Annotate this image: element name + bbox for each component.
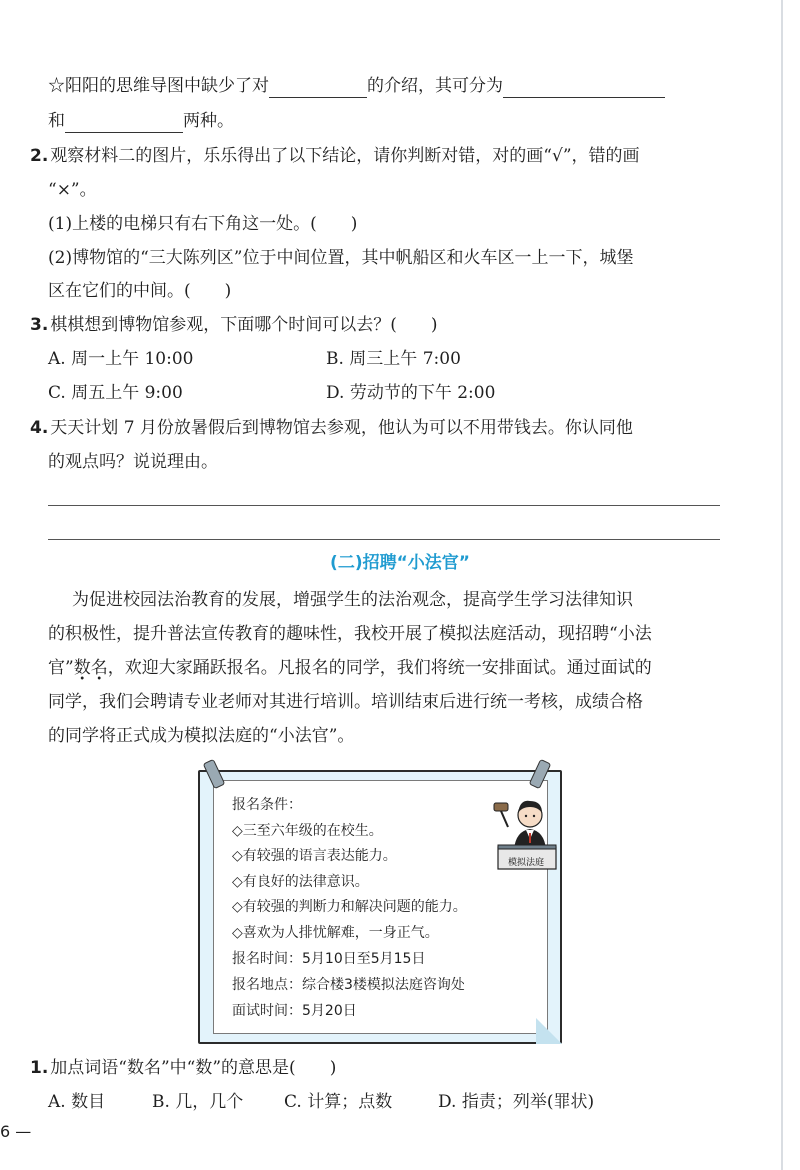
- notice-item: ◇有良好的法律意识。: [232, 874, 369, 890]
- judge-illustration: [492, 793, 560, 873]
- passage-text: 官”: [48, 658, 74, 678]
- q5-line: [30, 1056, 336, 1080]
- q1-blank-1[interactable]: [269, 79, 367, 98]
- passage-line-3: [48, 656, 720, 680]
- page-number: 6 —: [0, 1122, 32, 1141]
- registration-time: 报名时间：5月10日至5月15日: [232, 951, 426, 967]
- registration-place: 报名地点：综合楼3楼模拟法庭咨询处: [232, 977, 465, 993]
- q3-option-c[interactable]: C. 周五上午 9:00: [48, 383, 183, 403]
- q2-statement-1[interactable]: (1)上楼的电梯只有右下角这一处。( ): [48, 214, 358, 234]
- recruitment-notice-board: [198, 770, 562, 1044]
- q3-line: [30, 313, 438, 337]
- board-corner-fold: [536, 1018, 562, 1044]
- q1-text-c: 和: [48, 111, 65, 131]
- mock-court-label: 模拟法庭: [507, 858, 544, 868]
- notice-heading: 报名条件：: [232, 797, 302, 813]
- q1-line1: [48, 74, 665, 98]
- q5-option-d[interactable]: D. 指责；列举(罪状): [438, 1092, 595, 1112]
- q5-number: 1.: [30, 1058, 49, 1078]
- q1-text-d: 两种。: [183, 111, 234, 131]
- page-edge-rule: [781, 0, 783, 1170]
- answer-line-1[interactable]: [48, 505, 720, 506]
- answer-line-2[interactable]: [48, 539, 720, 540]
- q3-stem[interactable]: 棋棋想到博物馆参观，下面哪个时间可以去？( ): [50, 315, 438, 335]
- q1-line2: [48, 109, 234, 133]
- q1-blank-3[interactable]: [65, 114, 183, 133]
- section-title: (二)招聘“小法官”: [330, 553, 470, 573]
- q5-option-a[interactable]: A. 数目: [48, 1092, 106, 1112]
- q3-option-d[interactable]: D. 劳动节的下午 2:00: [326, 383, 496, 403]
- q1-blank-2[interactable]: [503, 79, 665, 98]
- notice-paper: [213, 780, 548, 1034]
- passage-line-2: 的积极性，提升普法宣传教育的趣味性，我校开展了模拟法庭活动，现招聘“小法: [48, 624, 652, 644]
- q4-stem: 天天计划 7 月份放暑假后到博物馆去参观，他认为可以不用带钱去。你认同他: [50, 418, 633, 438]
- passage-line-5: 的同学将正式成为模拟法庭的“小法官”。: [48, 726, 355, 746]
- interview-time: 面试时间：5月20日: [232, 1003, 357, 1019]
- q3-option-b[interactable]: B. 周三上午 7:00: [326, 349, 461, 369]
- q2-statement-2-line1: (2)博物馆的“三大陈列区”位于中间位置，其中帆船区和火车区一上一下，城堡: [48, 248, 634, 268]
- q1-text-b: 的介绍，其可分为: [367, 76, 503, 96]
- dotted-char-shu: 数: [73, 658, 91, 678]
- board-clip-left: [203, 759, 226, 789]
- notice-item: ◇三至六年级的在校生。: [232, 823, 383, 839]
- notice-item: ◇喜欢为人排忧解难，一身正气。: [232, 925, 439, 941]
- q3-option-a[interactable]: A. 周一上午 10:00: [48, 349, 194, 369]
- q2-line1: [30, 144, 640, 168]
- q2-stem: 观察材料二的图片，乐乐得出了以下结论，请你判断对错，对的画“√”，错的画: [50, 146, 640, 166]
- passage-line-1: 为促进校园法治教育的发展，增强学生的法治观念，提高学生学习法律知识: [72, 590, 633, 610]
- q4-line1: [30, 416, 633, 440]
- q2-statement-2-line2[interactable]: 区在它们的中间。( ): [48, 281, 232, 301]
- q5-option-c[interactable]: C. 计算；点数: [284, 1092, 393, 1112]
- q3-number: 3.: [30, 315, 49, 335]
- q4-line2: 的观点吗？说说理由。: [48, 452, 218, 472]
- q2-number: 2.: [30, 146, 49, 166]
- passage-line-4: 同学，我们会聘请专业老师对其进行培训。培训结束后进行统一考核，成绩合格: [48, 692, 643, 712]
- q5-option-b[interactable]: B. 几，几个: [152, 1092, 244, 1112]
- dotted-char-ming: 名: [90, 658, 108, 678]
- notice-item: ◇有较强的语言表达能力。: [232, 848, 397, 864]
- notice-item: ◇有较强的判断力和解决问题的能力。: [232, 899, 467, 915]
- q1-text-a: ☆阳阳的思维导图中缺少了对: [48, 76, 269, 96]
- q2-line2: “×”。: [48, 180, 97, 200]
- q5-stem[interactable]: 加点词语“数名”中“数”的意思是( ): [50, 1058, 337, 1078]
- q4-number: 4.: [30, 418, 49, 438]
- passage-text: ，欢迎大家踊跃报名。凡报名的同学，我们将统一安排面试。通过面试的: [107, 658, 652, 678]
